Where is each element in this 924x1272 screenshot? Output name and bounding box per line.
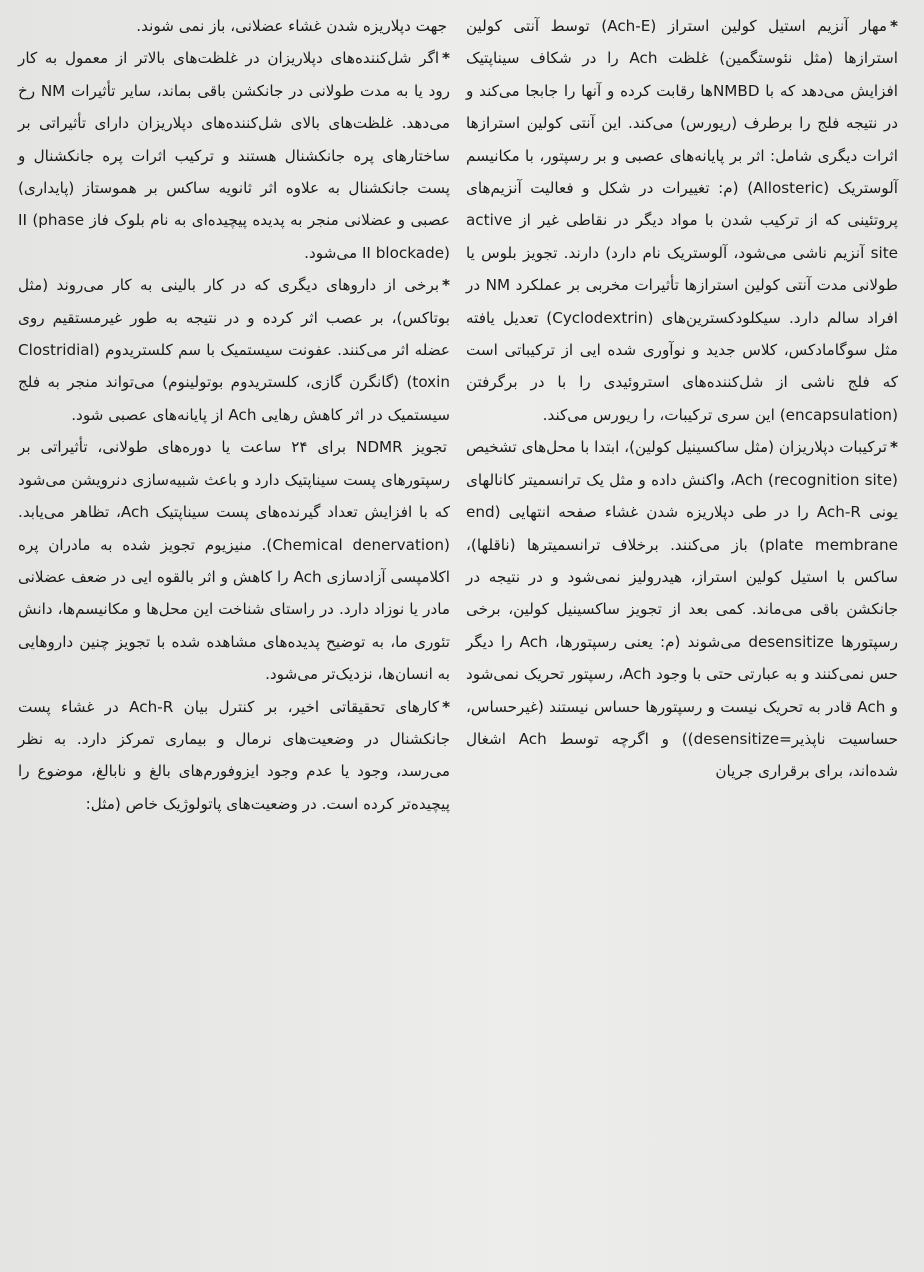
paragraph-bullet: *	[890, 17, 898, 35]
paragraph-bullet: *	[890, 438, 898, 457]
paragraph-bullet: *	[442, 49, 450, 68]
paragraph-recent-research	[18, 691, 450, 821]
paragraph-text: اگر شل‌کننده‌های دپلاریزان در غلظت‌های بالاتر از معمول به کار رود یا به مدت طولانی در جانکشن باقی بماند، سایر تأثیرات NM رخ می‌دهد. غلظت‌های بالای شل‌کننده‌های دپلاریزان دارای تأثیراتی بر ساختارهای پره جانکشنال هستند و ترکیب اثرات پره جانکشنال و پست جانکشنال به علاوه اثر ثانویه ساکس بر هموستاز (پایداری) عصبی و عضلانی منجر به پدیده پیچیده‌ای به نام بلوک فاز II (phase II blockade) می‌شود.	[18, 49, 451, 262]
paragraph-ach-e-inhibition	[466, 10, 898, 431]
paragraph-text: مهار آنزیم استیل کولین استراز (Ach-E) توسط آنتی کولین استرازها (مثل نئوستگمین) غلظت Ach را در شکاف سیناپتیک افزایش می‌دهد که با NMBDها رقابت کرده و آنها را جابجا می‌کند و در نتیجه فلج را برطرف (ریورس) می‌کند. این آنتی کولین استرازها اثرات دیگری شامل: اثر بر پایانه‌های عصبی و بر رسپتور، با مکانیسم آلوستریک (Allosteric) (م: تغییرات در شکل و فعالیت آنزیم‌های پروتئینی که از ترکیب شدن با مواد دیگر در نقاطی غیر از active site آنزیم ناشی می‌شود، آلوستریک نام دارد) دارند. تجویز بلوس یا طولانی مدت آنتی کولین استرازها تأثیرات مخربی بر عملکرد NM در افراد سالم دارد. سیکلودکسترین‌های (Cyclodextrin) تعدیل یافته مثل سوگامادکس، کلاس جدید و نوآوری شده ایی از ترکیباتی است که فلج ناشی از شل‌کننده‌های استروئیدی را با در برگرفتن (encapsulation) این سری ترکیبات، را ریورس می‌کند.	[466, 17, 898, 424]
paragraph-text: ترکیبات دپلاریزان (مثل ساکسینیل کولین)، ابتدا با محل‌های تشخیص Ach (recognition site)، واکنش داده و مثل یک ترانسمیتر کانالهای یونی Ach-R را در طی دپلاریزه شدن غشاء صفحه انتهایی (end plate membrane) باز می‌کنند. برخلاف ترانسمیترها (ناقلها)، ساکس با استیل کولین استراز، هیدرولیز نمی‌شود و در نتیجه در جانکشن باقی می‌ماند. کمی بعد از تجویز ساکسینیل کولین، برخی رسپتورها desensitize می‌شوند (م: یعنی رسپتورها، Ach را دیگر حس نمی‌کنند و به عبارتی حتی با وجود Ach، رسپتور تحریک نمی‌شود و Ach قادر به تحریک نیست و رسپتورها حساس نیستند (غیرحساس، حساسیت ناپذیر=desensitize)) و اگرچه توسط Ach اشغال شده‌اند، برای برقراری جریان	[466, 438, 899, 781]
left-text-column	[18, 10, 450, 820]
paragraph-ndmr-prolonged	[18, 431, 450, 690]
paragraph-depolarizing-agents	[466, 431, 898, 787]
paragraph-other-drugs	[18, 269, 450, 431]
paragraph-bullet: *	[442, 276, 450, 295]
paragraph-bullet: *	[442, 697, 451, 716]
paragraph-text: برخی از داروهای دیگری که در کار بالینی به کار می‌روند (مثل بوتاکس)، بر عصب اثر کرده و در نتیجه به طور غیرمستقیم روی عضله اثر می‌کنند. عفونت سیستمیک با سم کلستریدوم (Clostridial toxin) (گانگرن گازی، کلستریدوم بوتولینوم) می‌تواند منجر به فلج سیستمیک در اثر کاهش رهایی Ach از پایانه‌های عصبی شود.	[18, 276, 450, 424]
paragraph-text: جهت دپلاریزه شدن غشاء عضلانی، باز نمی شوند.	[136, 17, 447, 35]
paragraph-continuation	[18, 10, 450, 42]
paragraph-text: تجویز NDMR برای ۲۴ ساعت یا دوره‌های طولانی، تأثیراتی بر رسپتورهای پست سیناپتیک دارد و باعث شبیه‌سازی دنرویشن می‌شود که با افزایش تعداد گیرنده‌های پست سیناپتیک Ach، تظاهر می‌یابد. (Chemical denervation). منیزیوم تجویز شده به مادران پره اکلامپسی آزادسازی Ach را کاهش و اثر بالقوه ایی در ضعف عضلانی مادر یا نوزاد دارد. در راستای شناخت این محل‌ها و مکانیسم‌ها، دانش تئوری ما، به توضیح پدیده‌های مشاهده شده با تجویز چنین داروهایی به انسان‌ها، نزدیک‌تر می‌شود.	[18, 438, 451, 684]
paragraph-text: کارهای تحقیقاتی اخیر، بر کنترل بیان Ach-R در غشاء پست جانکشنال در وضعیت‌های نرمال و بیماری تمرکز دارد. به نظر می‌رسد، وجود یا عدم وجود ایزوفورم‌های بالغ و نابالغ، موضوع را پیچیده‌تر کرده است. در وضعیت‌های پاتولوژیک خاص (مثل:	[18, 697, 450, 813]
paragraph-high-concentration	[18, 42, 450, 269]
right-text-column	[466, 10, 898, 788]
